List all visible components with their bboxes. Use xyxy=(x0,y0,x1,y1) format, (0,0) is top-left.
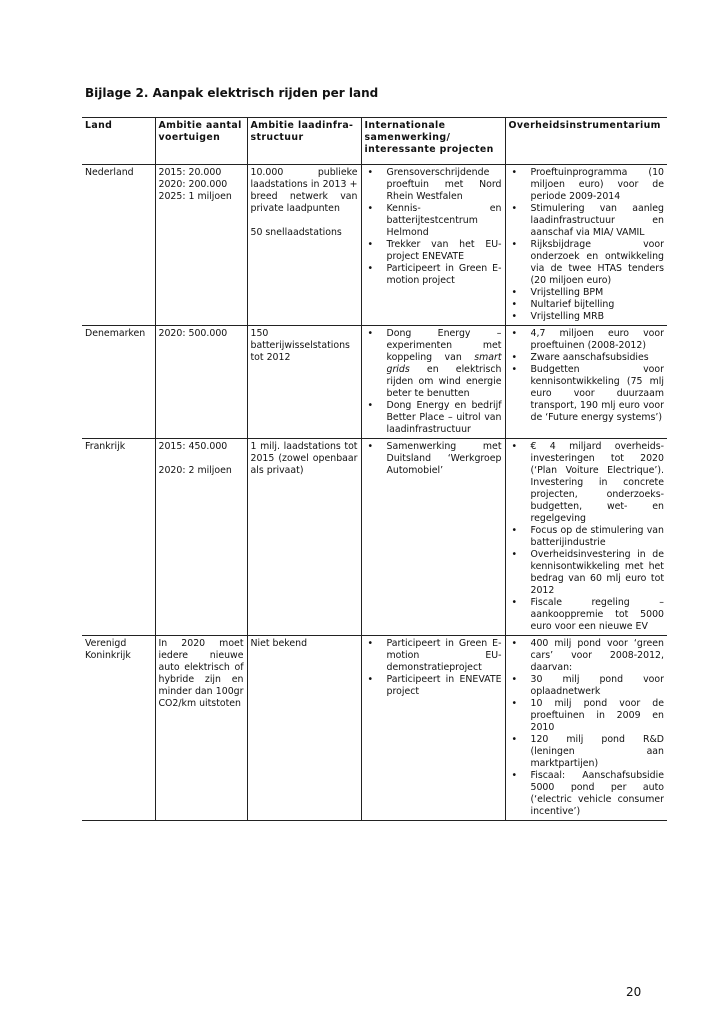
list-item: • Dong Energy en bedrijf Better Place – uitrol van laadinfrastructuur xyxy=(365,400,502,436)
infra-line: 1 milj. laadstations tot 2015 (zowel openbaar als privaat) xyxy=(250,441,358,476)
list-item: • Participeert in Green E-motion EU-demonstratieproject xyxy=(365,638,502,674)
vehicles-line: 2015: 20.000 xyxy=(158,167,222,178)
vehicles-line: In 2020 moet iedere nieuwe auto elektrisch of hybride zijn en minder dan 100gr CO2/km uitstoten xyxy=(158,638,244,709)
table-row xyxy=(82,165,667,326)
cell-infra xyxy=(247,165,361,326)
list-item: • Focus op de stimulering van batterijindustrie xyxy=(509,525,665,549)
cell-government xyxy=(505,165,667,326)
list-item: • Kennis- en batterijtestcentrum Helmond xyxy=(365,203,502,239)
header-government: Overheidsinstrumentarium xyxy=(505,118,667,165)
header-infra: Ambitie laadinfra-structuur xyxy=(247,118,361,165)
list-item: • Proeftuinprogramma (10 miljoen euro) voor de periode 2009-2014 xyxy=(509,167,665,203)
vehicles-line: 2015: 450.000 xyxy=(158,441,228,452)
list-item: • 400 milj pond voor ‘green cars’ voor 2008-2012, daarvan: xyxy=(509,638,665,674)
cell-international xyxy=(361,165,505,326)
list-item: • Zware aanschafsubsidies xyxy=(509,352,665,364)
vehicles-line: 2020: 2 miljoen xyxy=(158,465,232,476)
list-item: • Participeert in Green E-motion project xyxy=(365,263,502,287)
list-item: • 10 milj pond voor de proeftuinen in 2009 en 2010 xyxy=(509,698,665,734)
list-item: • Fiscaal: Aanschafsubsidie 5000 pond per auto (‘electric vehicle consumer incentive’) xyxy=(509,770,665,818)
cell-infra xyxy=(247,636,361,821)
cell-vehicles xyxy=(155,636,247,821)
vehicles-line: 2020: 500.000 xyxy=(158,328,228,339)
cell-vehicles xyxy=(155,326,247,439)
cell-land: Nederland xyxy=(82,165,155,326)
list-item: • 4,7 miljoen euro voor proeftuinen (2008-2012) xyxy=(509,328,665,352)
list-item: • € 4 miljard overheids-investeringen tot 2020 (‘Plan Voiture Electrique’). Investering in concrete projecten, onderzoeks-budgetten, wet- en regelgeving xyxy=(509,441,665,525)
vehicles-line: 2020: 200.000 xyxy=(158,179,228,190)
cell-government xyxy=(505,439,667,636)
table-row xyxy=(82,326,667,439)
infra-line: Niet bekend xyxy=(250,638,308,649)
table-row xyxy=(82,439,667,636)
cell-vehicles xyxy=(155,165,247,326)
vehicles-line: 2025: 1 miljoen xyxy=(158,191,232,202)
table-header-row xyxy=(82,118,667,165)
page-number: 20 xyxy=(626,985,642,999)
header-land: Land xyxy=(82,118,155,165)
list-item: • Overheidsinvestering in de kennisontwikkeling met het bedrag van 60 mlj euro tot 2012 xyxy=(509,549,665,597)
cell-international xyxy=(361,636,505,821)
country-approach-table xyxy=(82,117,667,821)
infra-line: 50 snellaadstations xyxy=(250,227,342,238)
list-item: • Trekker van het EU-project ENEVATE xyxy=(365,239,502,263)
list-item: • Nultarief bijtelling xyxy=(509,299,665,311)
smart-grids-emphasis: smart grids xyxy=(386,352,502,375)
cell-land: Verenigd Koninkrijk xyxy=(82,636,155,821)
cell-land: Denemarken xyxy=(82,326,155,439)
list-item: • Participeert in ENEVATE project xyxy=(365,674,502,698)
list-item: • Dong Energy – experimenten met koppeling van smart grids en elektrisch rijden om wind energie beter te benutten xyxy=(365,328,502,400)
cell-vehicles xyxy=(155,439,247,636)
list-item: • Samenwerking met Duitsland ‘Werkgroep Automobiel’ xyxy=(365,441,502,477)
cell-infra xyxy=(247,326,361,439)
list-item: • Fiscale regeling – aankooppremie tot 5000 euro voor een nieuwe EV xyxy=(509,597,665,633)
cell-infra xyxy=(247,439,361,636)
list-item: • Grensoverschrijdende proeftuin met Nord Rhein Westfalen xyxy=(365,167,502,203)
cell-government xyxy=(505,636,667,821)
infra-line: 10.000 publieke laadstations in 2013 + breed netwerk van private laadpunten xyxy=(250,167,358,214)
infra-line: 150 batterijwisselstations tot 2012 xyxy=(250,328,350,363)
list-item: • Vrijstelling BPM xyxy=(509,287,665,299)
list-item: • 120 milj pond R&D (leningen aan marktpartijen) xyxy=(509,734,665,770)
cell-land: Frankrijk xyxy=(82,439,155,636)
list-item: • Budgetten voor kennisontwikkeling (75 mlj euro voor duurzaam transport, 190 mlj euro voor de ‘Future energy systems’) xyxy=(509,364,665,424)
list-item: • Vrijstelling MRB xyxy=(509,311,665,323)
list-item: • Rijksbijdrage voor onderzoek en ontwikkeling via de twee HTAS tenders (20 miljoen euro) xyxy=(509,239,665,287)
cell-international xyxy=(361,439,505,636)
list-item: • 30 milj pond voor oplaadnetwerk xyxy=(509,674,665,698)
table-row xyxy=(82,636,667,821)
header-vehicles: Ambitie aantal voertuigen xyxy=(155,118,247,165)
list-item: • Stimulering van aanleg laadinfrastructuur en aanschaf via MIA/ VAMIL xyxy=(509,203,665,239)
page-title: Bijlage 2. Aanpak elektrisch rijden per land xyxy=(85,86,379,100)
header-international: Internationale samenwerking/ interessante projecten xyxy=(361,118,505,165)
cell-government xyxy=(505,326,667,439)
cell-international xyxy=(361,326,505,439)
